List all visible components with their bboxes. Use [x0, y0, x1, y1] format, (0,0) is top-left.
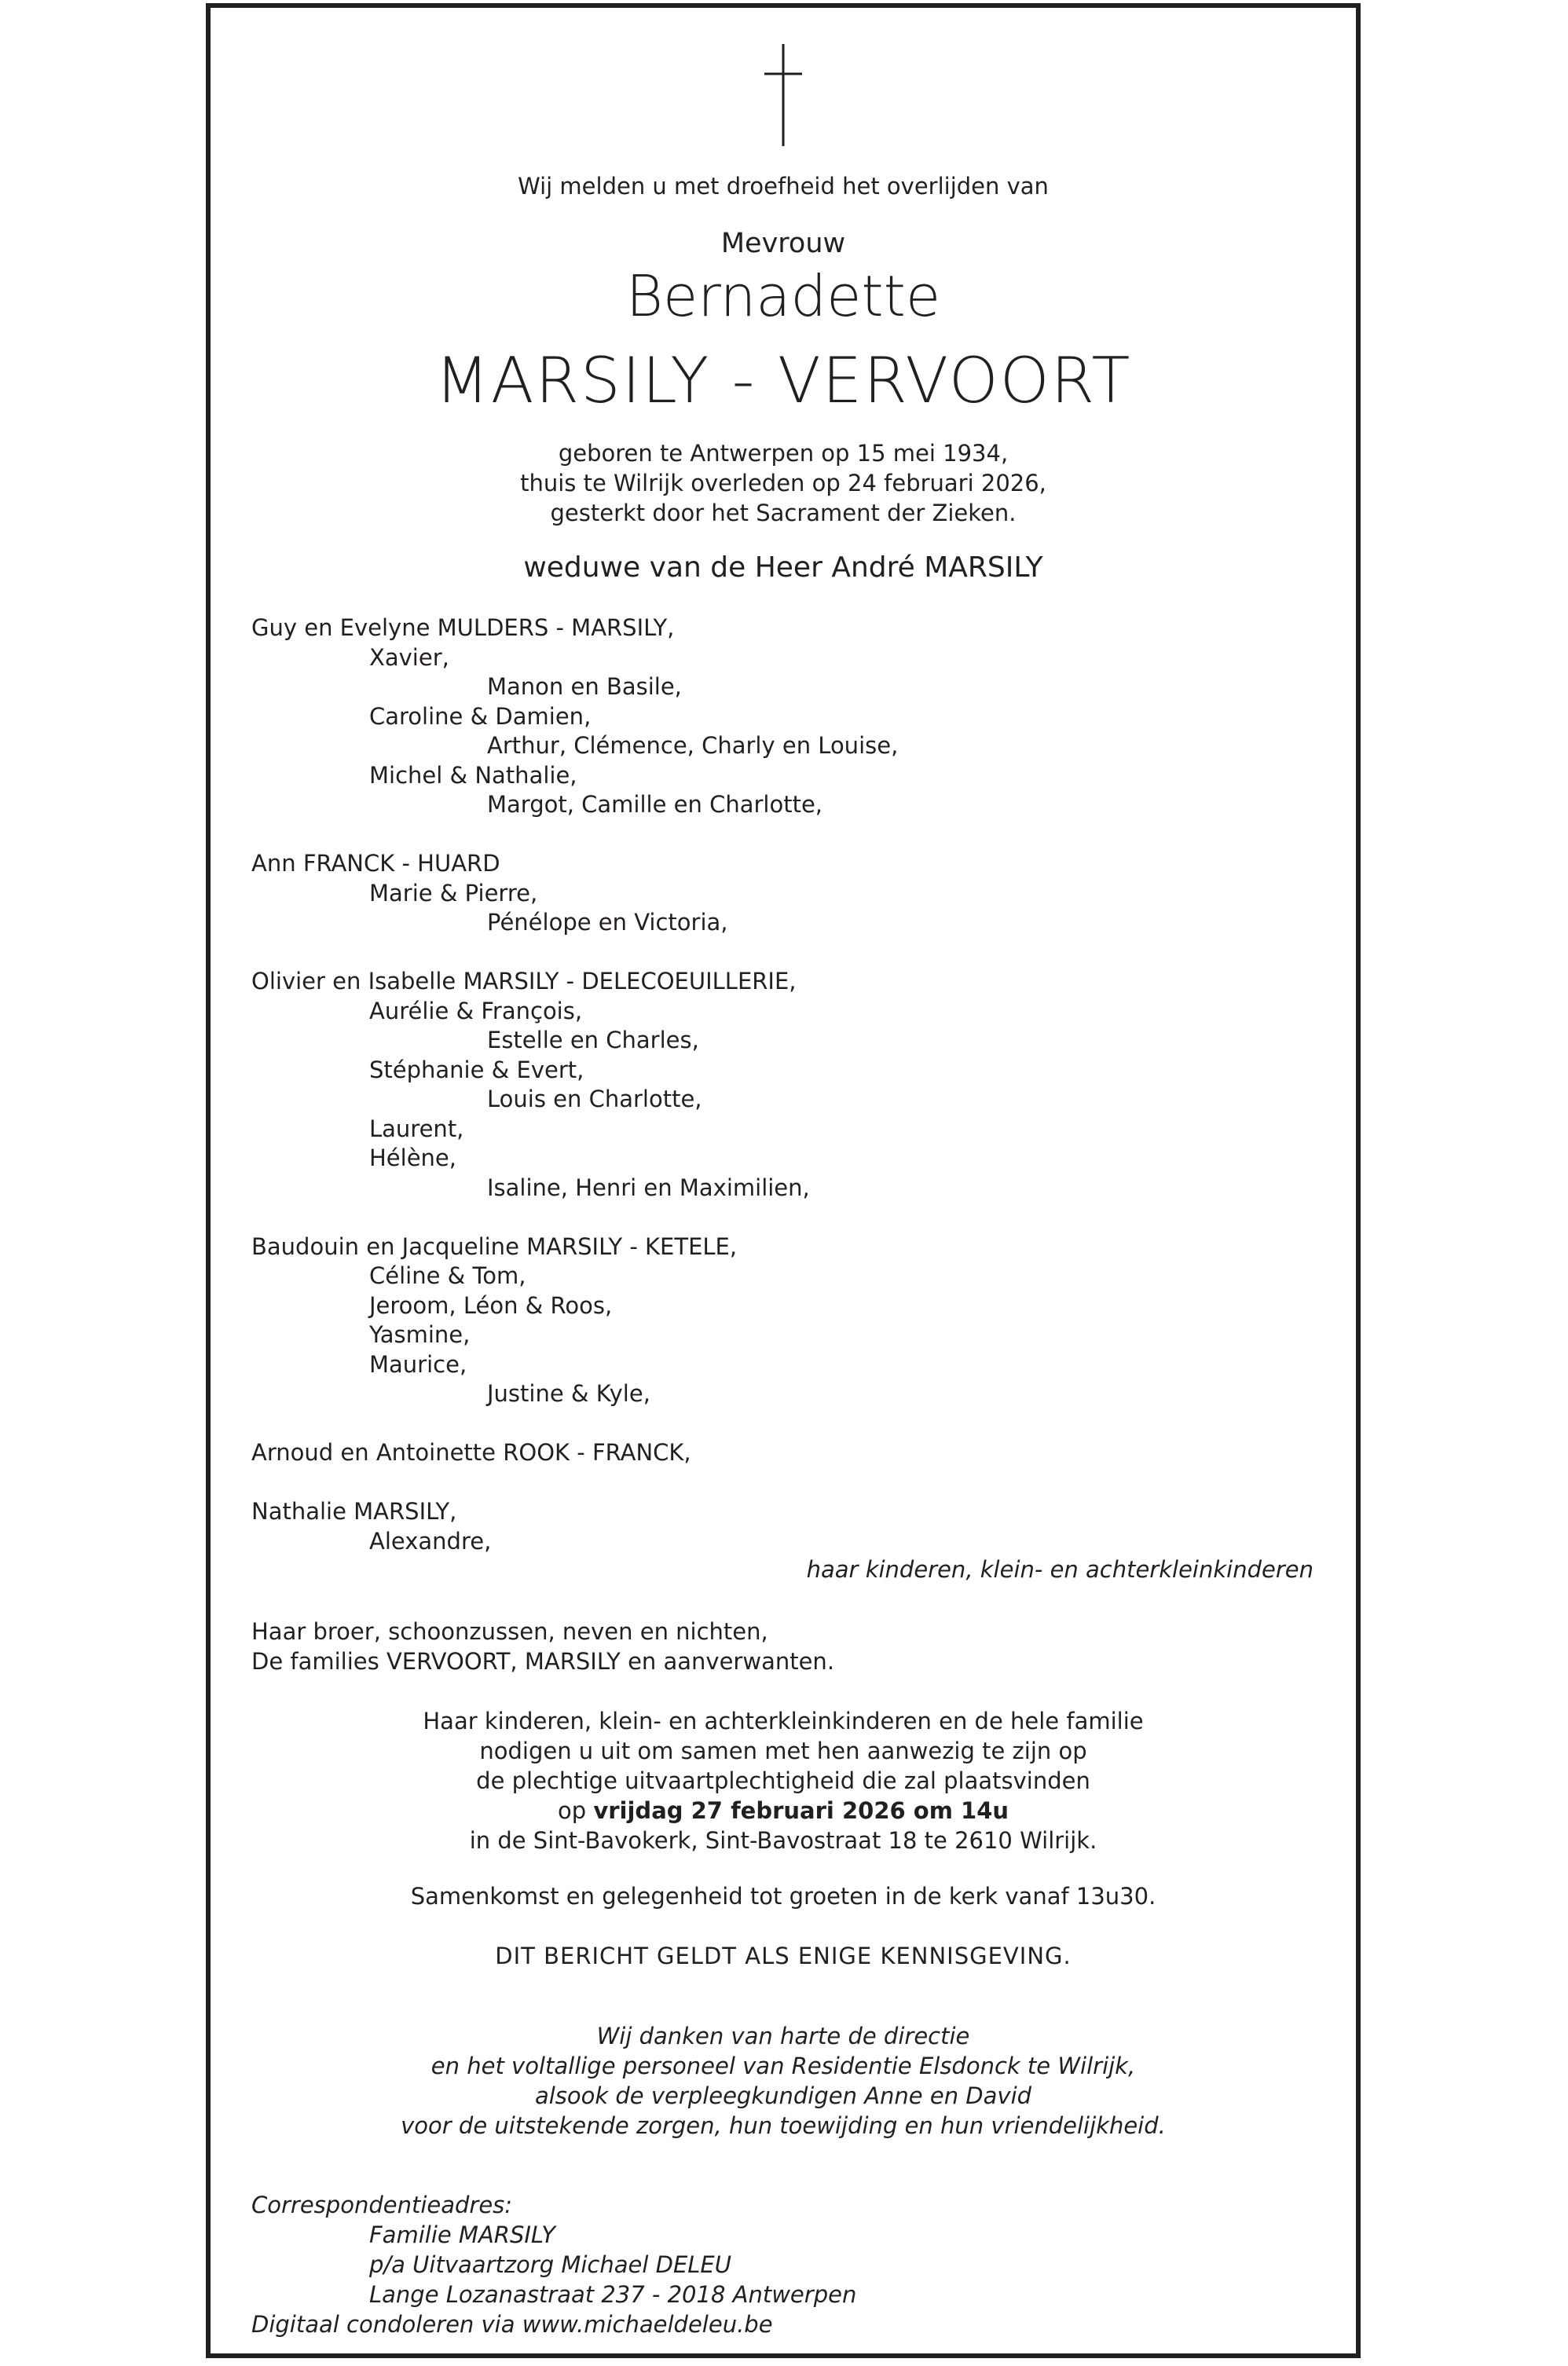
family-member-line: Stéphanie & Evert,: [369, 1056, 584, 1083]
death-line: thuis te Wilrijk overleden op 24 februari 2026,: [520, 470, 1046, 496]
family-member-line: Olivier en Isabelle MARSILY - DELECOEUILLERIE,: [251, 968, 797, 994]
invitation-line: de plechtige uitvaartplechtigheid die zal plaatsvinden: [476, 1767, 1090, 1794]
notice-frame: [206, 3, 1361, 2358]
first-name: Bernadette: [625, 263, 941, 329]
relatives-line: Haar broer, schoonzussen, neven en nichten,: [251, 1618, 768, 1645]
family-member-line: Caroline & Damien,: [369, 702, 592, 730]
family-member-line: Michel & Nathalie,: [369, 761, 577, 789]
family-member-line: Yasmine,: [369, 1321, 471, 1348]
thanks-line: en het voltallige personeel van Residentie Elsdonck te Wilrijk,: [430, 2053, 1136, 2079]
correspondence-address: [251, 2190, 856, 2339]
family-member-line: Xavier,: [369, 643, 449, 671]
family-member-line: Arnoud en Antoinette ROOK - FRANCK,: [251, 1439, 691, 1466]
birth-line: geboren te Antwerpen op 15 mei 1934,: [558, 440, 1009, 467]
family-member-line: Alexandre,: [369, 1527, 492, 1555]
notice-text: DIT BERICHT GELDT ALS ENIGE KENNISGEVING.: [495, 1943, 1072, 1969]
family-member-line: Guy en Evelyne MULDERS - MARSILY,: [251, 614, 675, 641]
thanks-line: Wij danken van harte de directie: [596, 2023, 970, 2049]
intro-text: Wij melden u met droefheid het overlijden van: [518, 173, 1049, 200]
relatives-line: De families VERVOORT, MARSILY en aanverwanten.: [251, 1648, 835, 1675]
funeral-date: vrijdag 27 februari 2026 om 14u: [593, 1797, 1009, 1824]
funeral-location: in de Sint-Bavokerk, Sint-Bavostraat 18 te 2610 Wilrijk.: [469, 1827, 1097, 1854]
correspondence-line: Familie MARSILY: [369, 2221, 555, 2248]
correspondence-line: Lange Lozanastraat 237 - 2018 Antwerpen: [369, 2281, 857, 2308]
funeral-invitation: [211, 1706, 1356, 1855]
family-member-line: Estelle en Charles,: [487, 1027, 699, 1053]
sacrament-line: gesterkt door het Sacrament der Zieken.: [550, 500, 1017, 526]
family-member-line: Arthur, Clémence, Charly en Louise,: [487, 732, 899, 759]
thanks-line: alsook de verpleegkundigen Anne en David: [534, 2082, 1032, 2109]
family-signature: haar kinderen, klein- en achterkleinkinderen: [806, 1556, 1313, 1583]
family-member-line: Marie & Pierre,: [369, 879, 538, 906]
family-member-line: Jeroom, Léon & Roos,: [369, 1291, 613, 1319]
invitation-line: Haar kinderen, klein- en achterkleinkinderen en de hele familie: [423, 1708, 1144, 1734]
family-member-line: Baudouin en Jacqueline MARSILY - KETELE,: [251, 1232, 738, 1260]
family-member-line: Maurice,: [369, 1350, 467, 1378]
family-member-line: Louis en Charlotte,: [487, 1086, 702, 1112]
family-member-line: Céline & Tom,: [369, 1262, 526, 1289]
family-member-line: Margot, Camille en Charlotte,: [487, 791, 823, 818]
family-member-line: Aurélie & François,: [369, 997, 583, 1024]
family-member-line: Hélène,: [369, 1145, 456, 1171]
thanks-line: voor de uitstekende zorgen, hun toewijding en hun vriendelijkheid.: [401, 2112, 1166, 2139]
family-member-line: Nathalie MARSILY,: [251, 1498, 457, 1525]
family-member-line: Isaline, Henri en Maximilien,: [487, 1174, 810, 1201]
family-member-line: Ann FRANCK - HUARD: [251, 850, 500, 877]
cross-icon: [760, 44, 807, 146]
last-name: MARSILY - VERVOORT: [434, 344, 1132, 417]
family-member-line: Justine & Kyle,: [487, 1380, 650, 1407]
widow-line: weduwe van de Heer André MARSILY: [523, 551, 1043, 584]
correspondence-line: p/a Uitvaartzorg Michael DELEU: [369, 2251, 731, 2278]
date-prefix: op: [557, 1797, 587, 1824]
life-details: [211, 438, 1356, 528]
family-member-line: Manon en Basile,: [487, 673, 682, 700]
invitation-line: nodigen u uit om samen met hen aanwezig te zijn op: [479, 1738, 1087, 1764]
family-member-line: Laurent,: [369, 1115, 464, 1142]
online-condolence-link[interactable]: Digitaal condoleren via www.michaeldeleu.be: [251, 2311, 773, 2338]
family-member-line: Pénélope en Victoria,: [487, 909, 728, 936]
correspondence-label: Correspondentieadres:: [251, 2192, 513, 2218]
title-prefix: Mevrouw: [720, 228, 846, 259]
thanks-text: [211, 2021, 1356, 2141]
relatives: [251, 1617, 834, 1676]
gathering-text: Samenkomst en gelegenheid tot groeten in de kerk vanaf 13u30.: [410, 1883, 1156, 1910]
funeral-date-line: [211, 1796, 1356, 1826]
